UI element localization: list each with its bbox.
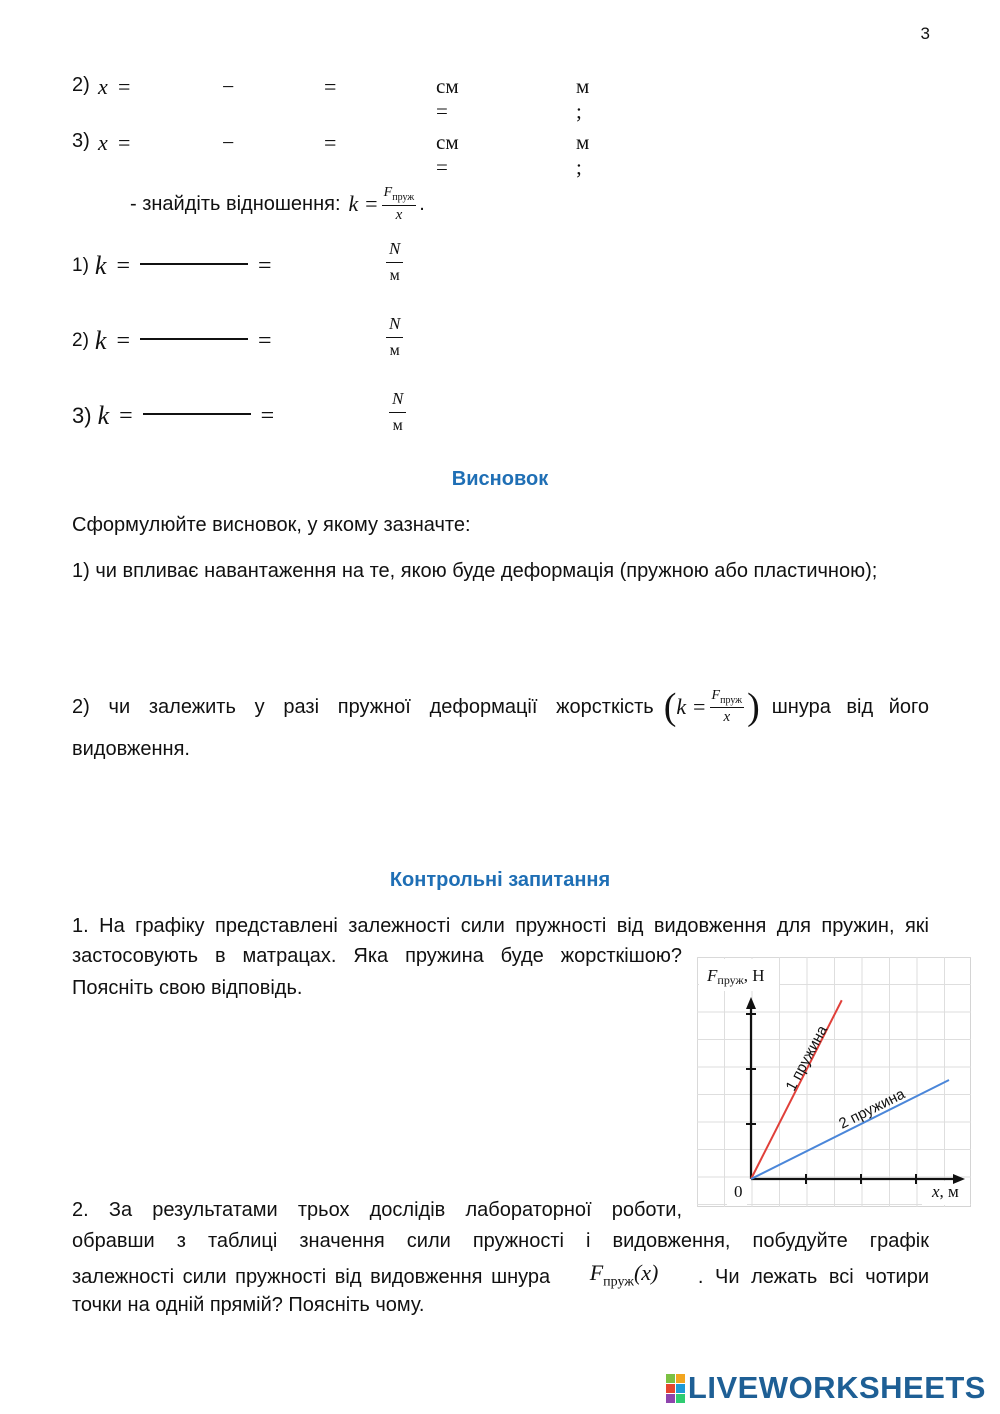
k-unit-fraction [389,390,406,434]
y-axis-arrow-icon [746,997,756,1009]
k-row-eq2: = [258,252,272,279]
y-axis-label: Fпруж, Н [707,966,765,987]
conclusion-item-2 [72,688,929,726]
logo-mark-cell [676,1374,685,1383]
x-row-var: x [98,74,108,99]
conclusion-item-2-word: у [254,695,265,718]
questions-heading: Контрольні запитання [389,869,611,891]
k-row-eq: = [116,252,130,279]
k-row-var: k [94,251,107,280]
k-row-var: k [94,326,107,355]
item2-formula-lhs: k = [676,694,707,719]
conclusion-item-2-word: жорсткість [556,695,654,718]
k-row-label: 1) [72,255,89,276]
k-answer-line[interactable] [143,413,251,415]
origin-label: 0 [734,1182,743,1201]
item2-formula-num: F [711,687,721,703]
k-row [72,248,272,284]
logo-mark-cell [666,1374,675,1383]
page-number: 3 [920,24,930,43]
question-2-line-1: 2. За результатами трьох дослідів лабораторної роботи, [72,1199,682,1221]
ratio-numerator: F [383,185,393,200]
k-row [72,323,272,359]
x-row-cm: см = [436,74,459,123]
logo-mark-cell [676,1384,685,1393]
k-row [72,398,274,434]
k-unit-den: м [389,266,400,284]
logo-mark-cell [666,1394,675,1403]
conclusion-item-2-line-2: видовження. [72,738,190,760]
logo-mark-cell [676,1394,685,1403]
q2-formula-F: F [589,1260,604,1285]
conclusion-intro: Сформулюйте висновок, у якому зазначте: [72,514,471,536]
question-1-line-1: 1. На графіку представлені залежності сили пружності від видовження для пружин, які [72,915,929,937]
ratio-instruction [130,186,425,223]
k-answer-line[interactable] [140,338,248,340]
x-row-eq: = [118,130,131,155]
question-1-line-2: застосовують в матрацах. Яка пружина буде жорсткішою? [72,945,682,967]
x-axis-label: x, м [932,1182,959,1201]
ratio-end: . [419,192,425,215]
k-unit-fraction [386,240,403,284]
x-row-m: м ; [576,130,590,179]
k-row-label: 2) [72,330,89,351]
logo-mark-icon [666,1374,685,1403]
liveworksheets-logo [666,1370,986,1406]
question-1-line-3: Поясніть свою відповідь. [72,977,303,999]
question-2-line-2: обравши з таблиці значення сили пружності і видовження, побудуйте графік [72,1230,929,1252]
x-row-minus: − [222,74,235,99]
x-row-cm: см = [436,130,459,179]
conclusion-item-2-word: чи [108,695,131,718]
k-row-eq2: = [260,402,275,429]
x-row-eq: = [118,74,131,99]
x-row-label: 2) [72,74,90,96]
conclusion-item-2-word: деформації [429,695,538,718]
spring-force-chart [697,957,971,1207]
ratio-fraction [382,186,417,223]
k-row-eq2: = [258,327,272,354]
series-label-1: 1 пружина [782,1022,832,1094]
k-unit-fraction [386,315,403,359]
k-row-eq: = [116,327,130,354]
x-row-m: м ; [576,74,590,123]
logo-mark-cell [666,1384,675,1393]
k-unit-num: N [386,240,403,263]
conclusion-item-2-word: пружної [337,695,411,718]
k-unit-num: N [389,390,406,413]
k-unit-num: N [386,315,403,338]
conclusion-item-2-formula: ( k = $\frac{F_{пруж}}{x}$ ) [663,686,760,728]
x-row-var: x [98,130,108,155]
logo-text: LIVEWORKSHEETS [687,1370,986,1405]
q2-formula-sub: пруж [603,1274,634,1290]
ratio-instruction-text: - знайдіть відношення: [130,192,341,215]
k-answer-line[interactable] [140,263,248,265]
conclusion-item-2-after: шнура від його [771,695,929,718]
item2-formula-num-sub: пруж [720,694,743,706]
x-row-label: 3) [72,130,90,152]
conclusion-item-1: 1) чи впливає навантаження на те, якою буде деформація (пружною або пластичною); [72,560,878,582]
ratio-denominator: x [395,206,403,223]
item2-formula-den: x [723,709,731,726]
q2-formula-arg: (x) [633,1260,659,1285]
x-row-eq2: = [324,130,337,155]
k-unit-den: м [392,416,403,434]
conclusion-item-2-word: залежить [148,695,236,718]
ratio-lhs: k = [348,191,379,217]
k-row-eq: = [119,402,133,429]
ratio-numerator-sub: пруж [392,191,415,203]
k-row-label: 3) [72,403,92,428]
k-unit-den: м [389,341,400,359]
question-2-line-4: точки на одній прямій? Поясніть чому. [72,1294,425,1316]
conclusion-item-2-word: 2) [72,695,90,718]
conclusion-item-2-text [72,696,654,719]
conclusion-heading: Висновок [451,468,549,490]
series-label-2: 2 пружина [836,1085,908,1133]
k-row-var: k [97,401,110,430]
question-2-line-3-after: . Чи лежать всі чотири [697,1265,929,1288]
item2-formula-fraction [710,689,745,726]
question-2-line-3-text: залежності сили пружності від видовження шнура [72,1265,551,1288]
x-row-eq2: = [324,74,337,99]
x-row-minus: − [222,130,235,155]
conclusion-item-2-word: разі [283,695,320,718]
